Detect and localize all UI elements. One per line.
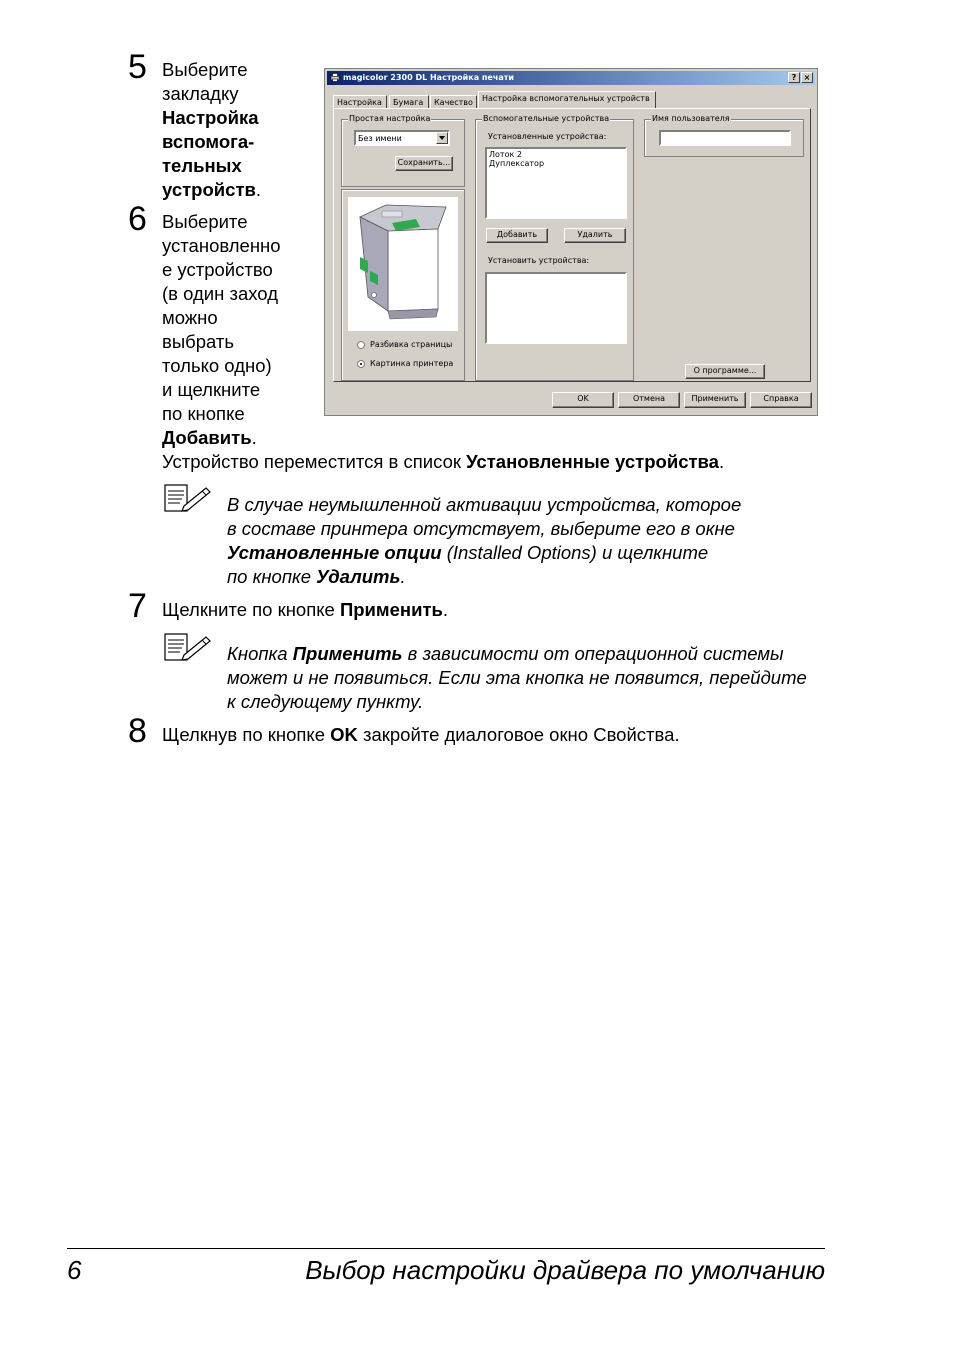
tab-paper[interactable]: Бумага <box>389 95 429 109</box>
note-2-line1-pre: Кнопка <box>227 643 293 664</box>
printer-icon <box>330 73 340 82</box>
note-pencil-icon <box>164 633 212 663</box>
radio-page-layout[interactable] <box>357 341 365 349</box>
step-6-line: выбрать <box>162 331 235 352</box>
step-7-bold: Применить <box>339 599 443 620</box>
step-6-line: только одно) <box>162 355 272 376</box>
apply-button[interactable]: Применить <box>684 392 746 408</box>
step-5-tail: . <box>255 179 262 200</box>
cancel-button[interactable]: Отмена <box>618 392 680 408</box>
note-1-line4-pre: по кнопке <box>227 566 317 587</box>
chevron-down-icon[interactable] <box>436 132 448 144</box>
about-button[interactable]: О программе... <box>685 364 765 379</box>
installed-devices-label: Установленные устройства: <box>488 132 607 141</box>
step-7-pre: Щелкните по кнопке <box>162 599 340 620</box>
note-1-bold-remove: Удалить <box>316 566 401 587</box>
simple-setup-label: Простая настройка <box>349 114 431 123</box>
tab-panel <box>333 108 811 382</box>
step-6-line: и щелкните <box>162 379 261 400</box>
step-6-continuation-tail: . <box>718 451 725 472</box>
user-name-group <box>644 114 804 157</box>
list-item[interactable]: Дуплексатор <box>489 159 545 168</box>
add-button[interactable]: Добавить <box>486 228 548 243</box>
step-6-number: 6 <box>128 200 147 238</box>
radio-printer-image-label: Картинка принтера <box>370 359 454 368</box>
note-pencil-icon <box>164 484 212 514</box>
step-5-bold-line: тельных <box>162 155 242 176</box>
printer-image <box>348 197 458 331</box>
note-2-line1-tail: в зависимости от операционной системы <box>402 643 784 664</box>
step-5-line: Выберите <box>162 59 248 80</box>
step-6-line: (в один заход <box>162 283 278 304</box>
user-name-label: Имя пользователя <box>652 114 730 123</box>
page-number: 6 <box>67 1255 82 1285</box>
install-devices-list[interactable] <box>485 272 627 344</box>
step-8-pre: Щелкнув по кнопке <box>162 724 331 745</box>
note-2-text <box>227 642 807 714</box>
note-1-line: В случае неумышленной активации устройства, которое <box>227 494 742 515</box>
dialog-title: magicolor 2300 DL Настройка печати <box>343 73 514 82</box>
step-7-text <box>162 598 448 622</box>
step-5-bold-line: Настройка <box>162 107 259 128</box>
note-2-bold: Применить <box>292 643 403 664</box>
step-6-line: установленно <box>162 235 281 256</box>
save-button[interactable]: Сохранить... <box>395 156 453 171</box>
radio-printer-image[interactable] <box>357 360 365 368</box>
note-1-line4-tail: . <box>400 566 406 587</box>
step-8-tail: закройте диалоговое окно Свойства. <box>357 724 680 745</box>
step-6-line: Выберите <box>162 211 248 232</box>
footer-rule <box>67 1248 825 1249</box>
note-1-bold: Установленные опции <box>227 542 442 563</box>
step-8-bold: OK <box>330 724 358 745</box>
preset-combo[interactable] <box>354 130 450 146</box>
step-5-number: 5 <box>128 48 147 86</box>
step-8-number: 8 <box>128 712 147 750</box>
radio-page-layout-label: Разбивка страницы <box>370 340 453 349</box>
footer-title: Выбор настройки драйвера по умолчанию <box>305 1255 825 1285</box>
note-2-line: к следующему пункту. <box>227 691 424 712</box>
remove-button[interactable]: Удалить <box>564 228 626 243</box>
tab-aux-devices[interactable]: Настройка вспомогательных устройств <box>478 91 656 109</box>
step-5-text <box>162 58 261 202</box>
step-7-number: 7 <box>128 587 147 625</box>
preview-group <box>341 189 465 381</box>
aux-devices-group <box>475 114 634 381</box>
step-6-line: можно <box>162 307 218 328</box>
step-5-line: закладку <box>162 83 239 104</box>
dialog-titlebar <box>327 71 815 85</box>
note-1-line3-tail: (Installed Options) и щелкните <box>441 542 709 563</box>
note-2-line: может и не появиться. Если эта кнопка не появится, перейдите <box>227 667 807 688</box>
install-devices-label: Установить устройства: <box>488 256 590 265</box>
help-title-button[interactable]: ? <box>788 72 800 83</box>
installed-devices-list[interactable] <box>485 147 627 219</box>
user-name-input[interactable] <box>659 130 791 146</box>
tab-quality[interactable]: Качество <box>430 95 477 109</box>
step-5-bold-end: устройств <box>162 179 256 200</box>
step-5-bold-line: вспомога- <box>162 131 255 152</box>
step-8-text <box>162 723 680 747</box>
help-button[interactable]: Справка <box>750 392 812 408</box>
step-6-tail: . <box>251 427 257 448</box>
step-6-line: по кнопке <box>162 403 245 424</box>
step-6-line: е устройство <box>162 259 273 280</box>
close-title-button[interactable]: × <box>801 72 813 83</box>
step-6-continuation: Устройство переместится в список <box>162 451 467 472</box>
note-1-text <box>227 493 741 589</box>
preset-value: Без имени <box>358 134 402 143</box>
step-6-continuation-bold: Установленные устройства <box>466 451 719 472</box>
step-7-tail: . <box>442 599 449 620</box>
simple-setup-group <box>341 114 465 187</box>
tab-settings[interactable]: Настройка <box>333 95 387 109</box>
step-6-bold-end: Добавить <box>162 427 252 448</box>
aux-devices-label: Вспомогательные устройства <box>483 114 610 123</box>
ok-button[interactable]: OK <box>552 392 614 408</box>
note-1-line: в составе принтера отсутствует, выберите его в окне <box>227 518 735 539</box>
list-item[interactable]: Лоток 2 <box>489 150 522 159</box>
printer-settings-dialog <box>324 68 818 416</box>
